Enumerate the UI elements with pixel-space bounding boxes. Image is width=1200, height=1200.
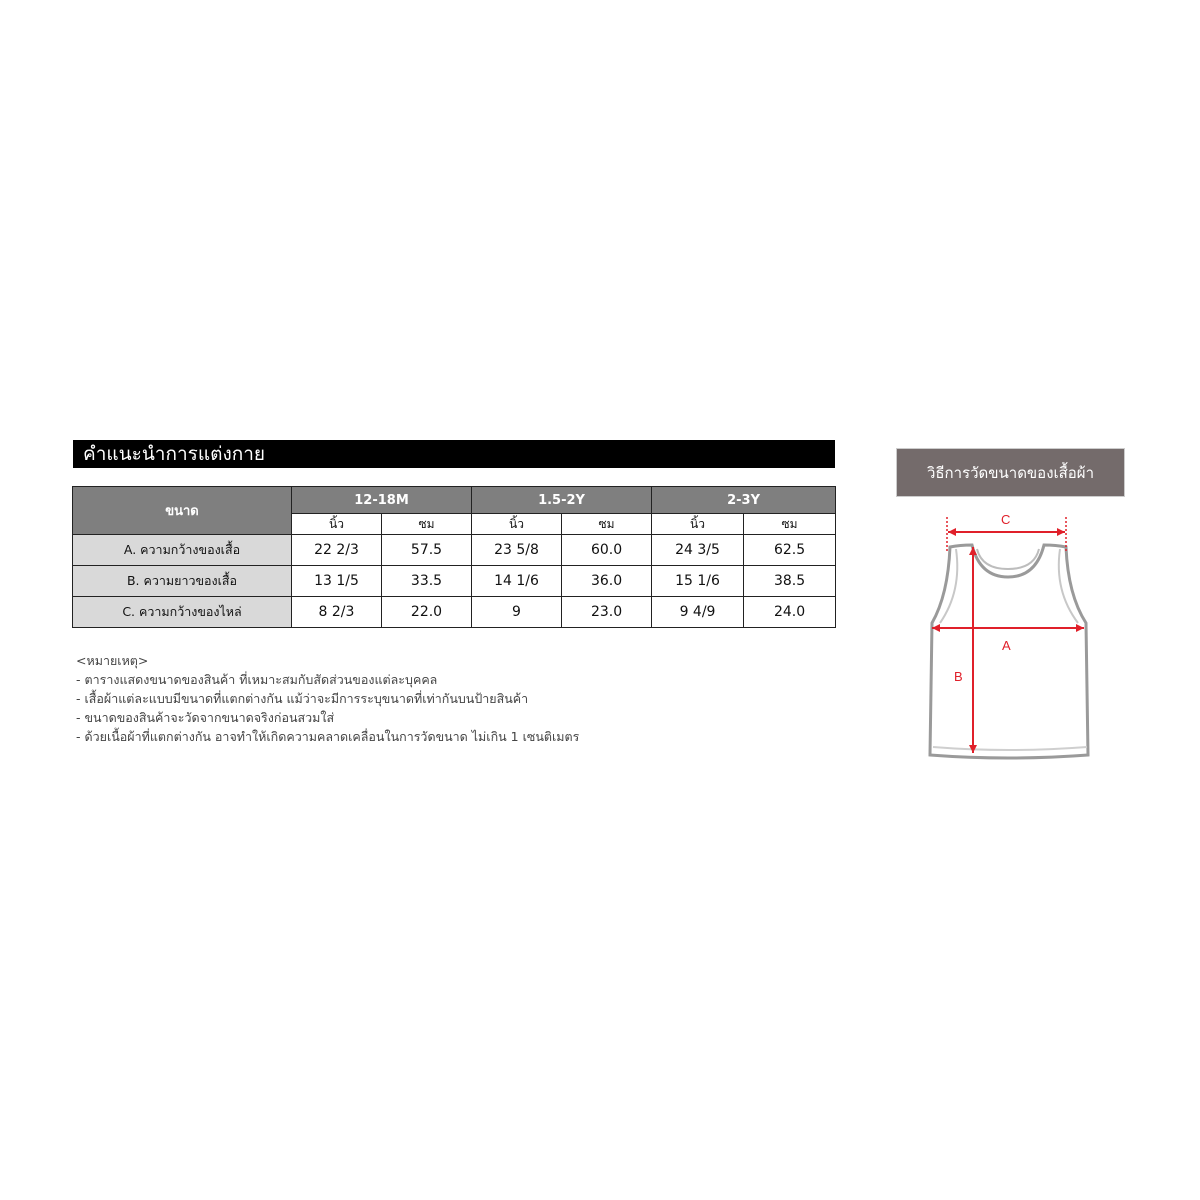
table-cell: 33.5: [382, 566, 472, 597]
size-column-2-3y: 2-3Y: [652, 487, 836, 514]
note-item: - ตารางแสดงขนาดของสินค้า ที่เหมาะสมกับสัดส่วนของแต่ละบุคคล: [76, 672, 438, 687]
table-cell: 24.0: [744, 597, 836, 628]
unit-cm: ซม: [562, 514, 652, 535]
size-header: ขนาด: [73, 487, 292, 535]
table-cell: 38.5: [744, 566, 836, 597]
table-cell: 13 1/5: [292, 566, 382, 597]
note-item: - เสื้อผ้าแต่ละแบบมีขนาดที่แตกต่างกัน แม้ว่าจะมีการระบุขนาดที่เท่ากันบนป้ายสินค้า: [76, 691, 529, 706]
measure-label-b: B: [954, 669, 963, 684]
row-label: A. ความกว้างของเสื้อ: [73, 535, 292, 566]
table-cell: 57.5: [382, 535, 472, 566]
unit-inch: นิ้ว: [472, 514, 562, 535]
table-cell: 23 5/8: [472, 535, 562, 566]
table-row: [73, 535, 836, 566]
table-cell: 62.5: [744, 535, 836, 566]
table-cell: 60.0: [562, 535, 652, 566]
measure-guide-title: วิธีการวัดขนาดของเสื้อผ้า: [896, 448, 1125, 497]
table-cell: 14 1/6: [472, 566, 562, 597]
size-column-1-5-2y: 1.5-2Y: [472, 487, 652, 514]
table-row: [73, 597, 836, 628]
table-row: [73, 566, 836, 597]
notes-section: [76, 651, 856, 746]
unit-inch: นิ้ว: [292, 514, 382, 535]
table-cell: 23.0: [562, 597, 652, 628]
tank-top-measure-diagram: [920, 505, 1095, 765]
table-cell: 36.0: [562, 566, 652, 597]
notes-heading: <หมายเหตุ>: [76, 653, 149, 668]
measure-label-c: C: [1001, 512, 1011, 527]
size-chart-table: [72, 486, 836, 628]
note-item: - ด้วยเนื้อผ้าที่แตกต่างกัน อาจทำให้เกิดความคลาดเคลื่อนในการวัดขนาด ไม่เกิน 1 เซนติเมตร: [76, 729, 580, 744]
table-cell: 22 2/3: [292, 535, 382, 566]
table-cell: 22.0: [382, 597, 472, 628]
page-title: คำแนะนำการแต่งกาย: [73, 440, 835, 468]
table-cell: 8 2/3: [292, 597, 382, 628]
table-cell: 9 4/9: [652, 597, 744, 628]
unit-cm: ซม: [382, 514, 472, 535]
measure-label-a: A: [1002, 638, 1011, 653]
unit-inch: นิ้ว: [652, 514, 744, 535]
row-label: C. ความกว้างของไหล่: [73, 597, 292, 628]
table-cell: 9: [472, 597, 562, 628]
unit-cm: ซม: [744, 514, 836, 535]
size-column-12-18m: 12-18M: [292, 487, 472, 514]
row-label: B. ความยาวของเสื้อ: [73, 566, 292, 597]
table-cell: 15 1/6: [652, 566, 744, 597]
table-cell: 24 3/5: [652, 535, 744, 566]
note-item: - ขนาดของสินค้าจะวัดจากขนาดจริงก่อนสวมใส่: [76, 710, 335, 725]
